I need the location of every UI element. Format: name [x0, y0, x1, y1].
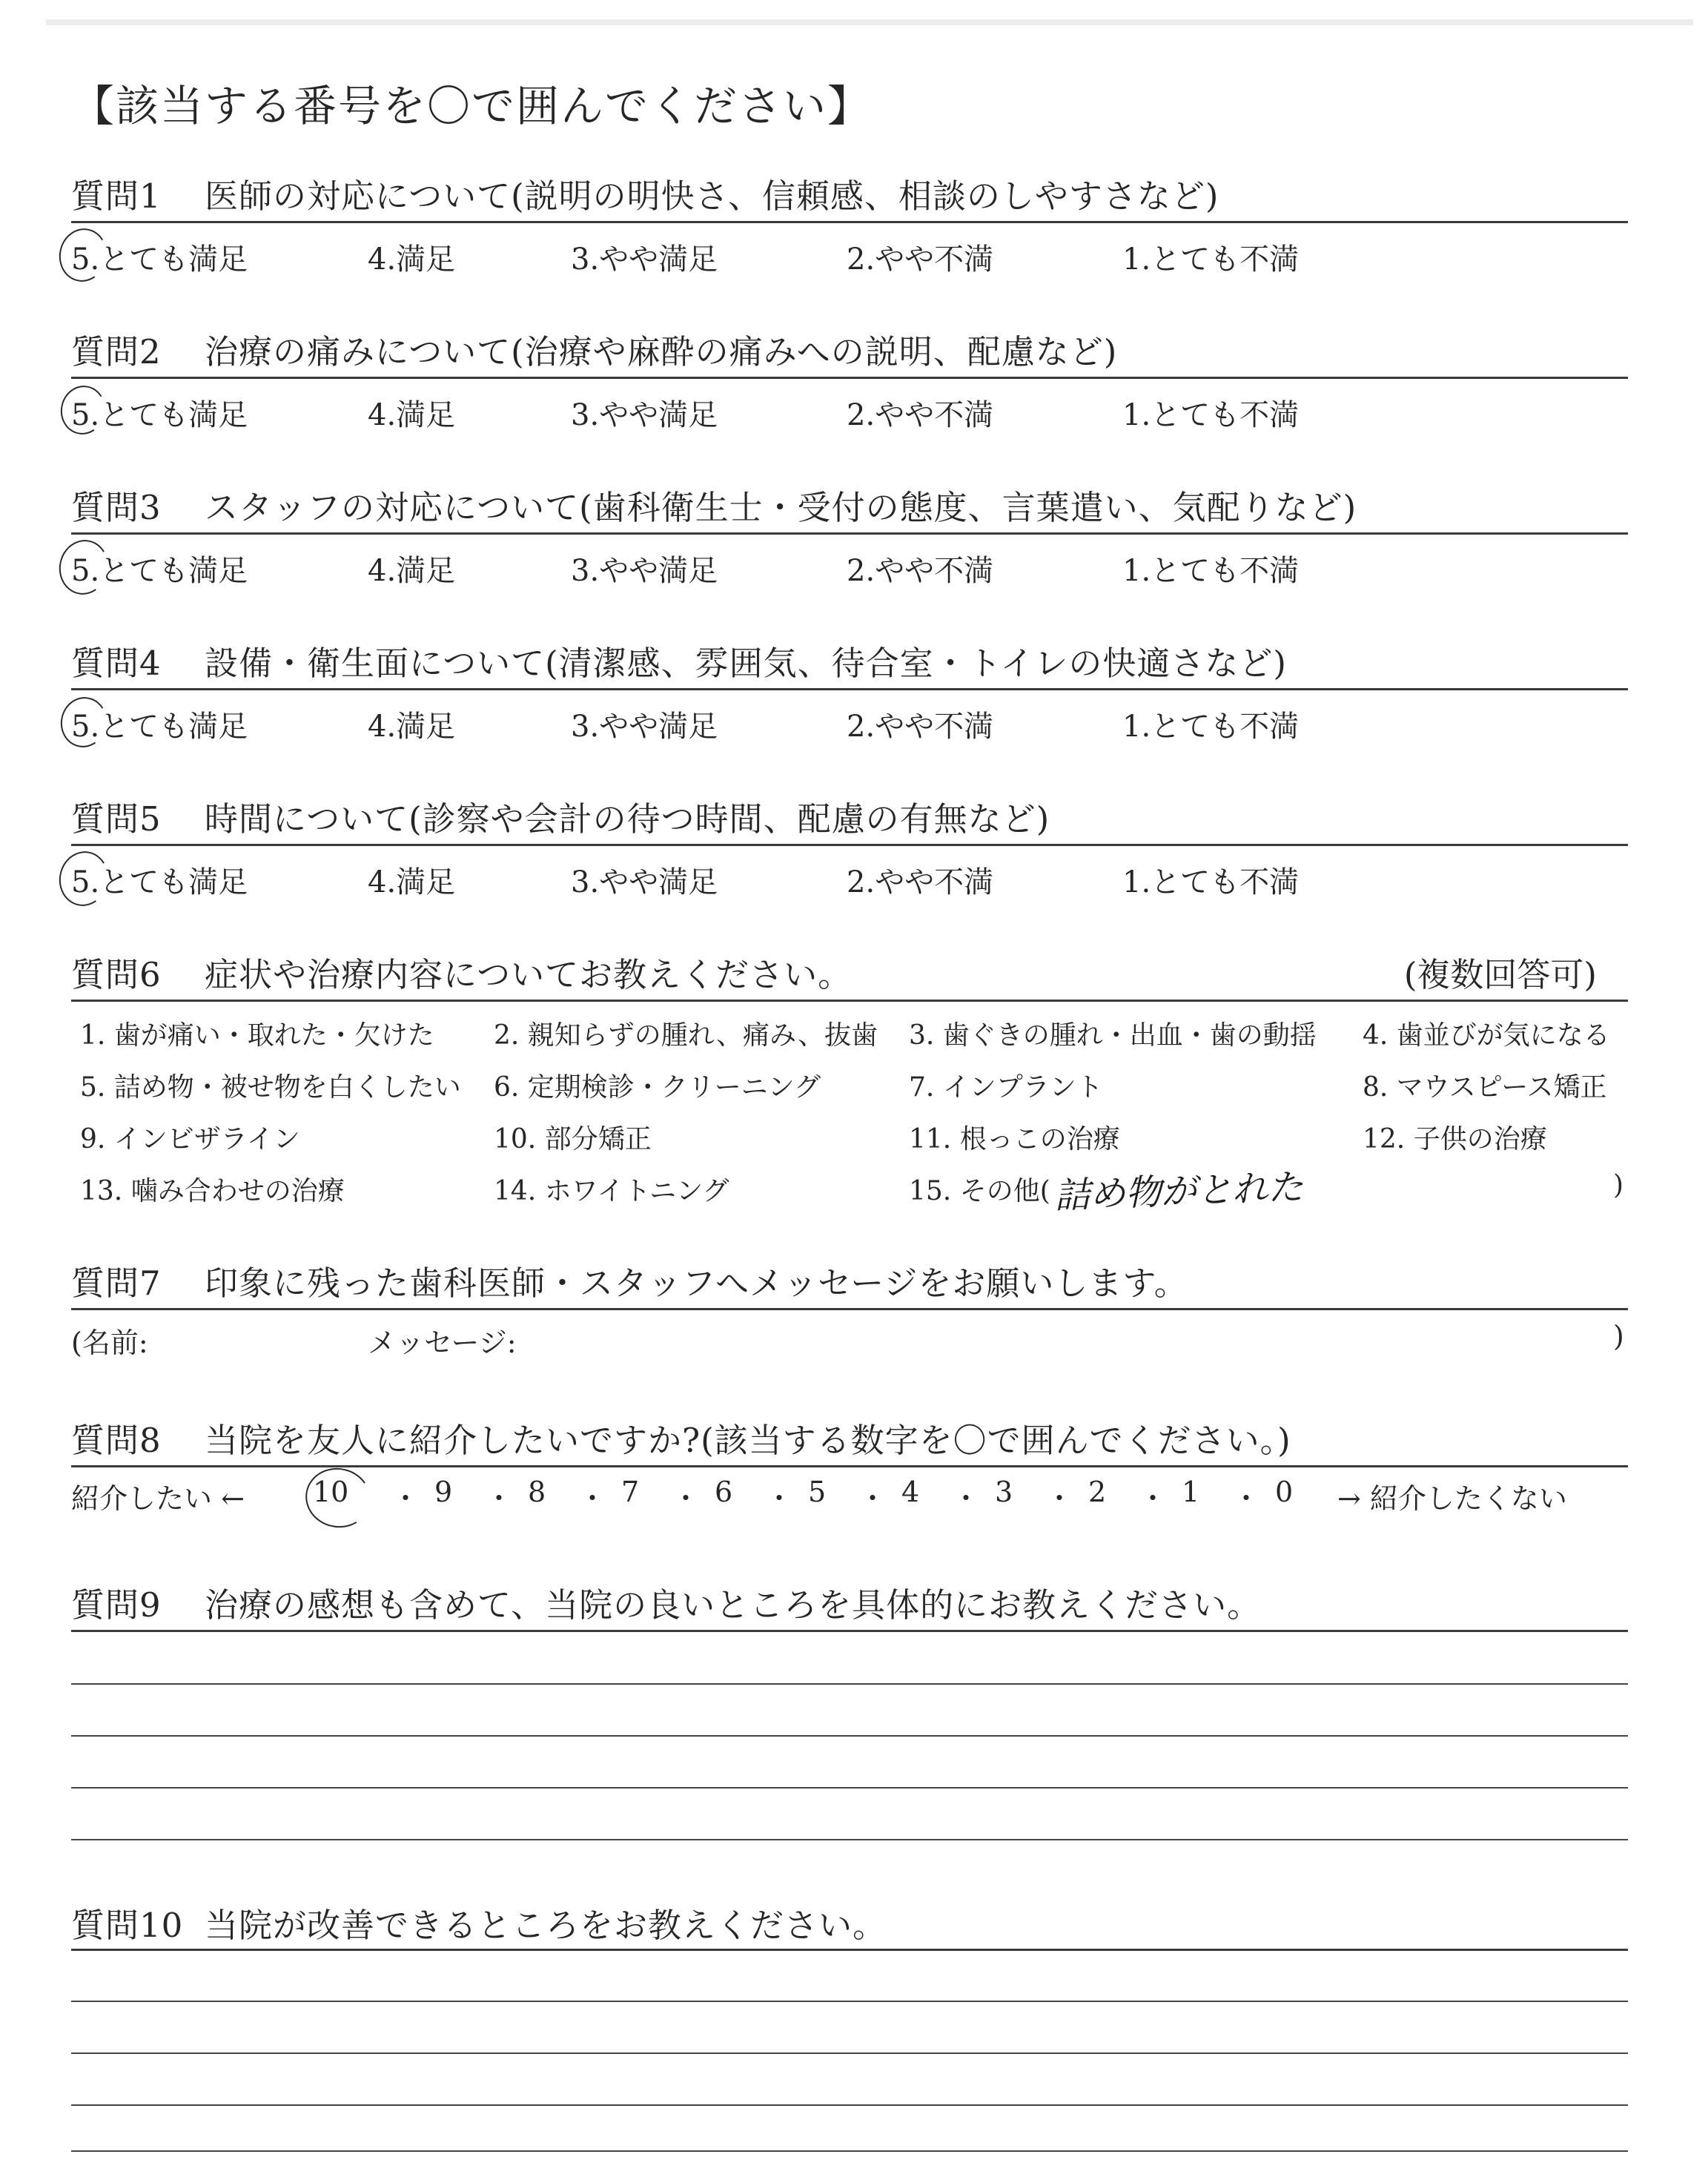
answer-line[interactable] [71, 1787, 1628, 1789]
symptom-option-7[interactable]: 7. インプラント [909, 1072, 1103, 1103]
rating-option-5[interactable]: 5.とても満足 [71, 710, 248, 744]
recommend-score-6[interactable]: 6 [715, 1476, 733, 1508]
symptom-row-4 [71, 1166, 1628, 1217]
recommend-score-8[interactable]: 8 [528, 1476, 546, 1508]
question-4 [71, 636, 1287, 684]
rating-option-4[interactable]: 4.満足 [368, 242, 456, 277]
question-number: 質問4 [71, 644, 162, 683]
symptom-row-1 [71, 1014, 1628, 1056]
symptom-option-8[interactable]: 8. マウスピース矯正 [1363, 1072, 1607, 1103]
question-9 [71, 1578, 1261, 1626]
question-rule [71, 1465, 1628, 1467]
recommend-score-7[interactable]: 7 [621, 1476, 640, 1508]
symptom-option-6[interactable]: 6. 定期検診・クリーニング [494, 1072, 821, 1103]
question-text: 治療の感想も含めて、当院の良いところを具体的にお教えください。 [205, 1585, 1262, 1625]
rating-option-5[interactable]: 5.とても満足 [71, 865, 248, 899]
question-number: 質問8 [71, 1421, 162, 1460]
question-number: 質問3 [71, 488, 162, 527]
message-row [71, 1320, 1628, 1361]
rating-row-q4 [71, 703, 1628, 744]
answer-line[interactable] [71, 2104, 1628, 2106]
rating-option-3[interactable]: 3.やや満足 [571, 398, 718, 432]
question-5 [71, 792, 1050, 840]
recommend-score-1[interactable]: 1 [1182, 1476, 1200, 1508]
recommend-score-3[interactable]: 3 [995, 1476, 1013, 1508]
symptom-row-2 [71, 1066, 1628, 1108]
question-1 [71, 169, 1219, 217]
question-text: 印象に残った歯科医師・スタッフへメッセージをお願いします。 [205, 1264, 1188, 1303]
rating-option-2[interactable]: 2.やや不満 [847, 242, 994, 277]
question-6 [71, 948, 852, 996]
recommend-left-label: 紹介したい ← [71, 1482, 245, 1515]
question-3 [71, 480, 1357, 529]
question-number: 質問2 [71, 332, 162, 371]
question-rule [71, 1000, 1628, 1002]
recommend-score-5[interactable]: 5 [808, 1476, 827, 1508]
rating-option-4[interactable]: 4.満足 [368, 865, 456, 899]
question-text: 時間について(診察や会計の待つ時間、配慮の有無など) [205, 799, 1050, 839]
rating-row-q3 [71, 547, 1628, 589]
symptom-option-13[interactable]: 13. 噛み合わせの治療 [80, 1176, 345, 1206]
rating-option-1[interactable]: 1.とても不満 [1122, 398, 1300, 432]
rating-option-4[interactable]: 4.満足 [368, 710, 456, 744]
question-number: 質問1 [71, 176, 162, 216]
answer-line[interactable] [71, 2150, 1628, 2152]
question-rule [71, 1949, 1628, 1951]
rating-option-5[interactable]: 5.とても満足 [71, 398, 248, 432]
rating-row-q2 [71, 392, 1628, 433]
symptom-option-2[interactable]: 2. 親知らずの腫れ、痛み、抜歯 [494, 1020, 878, 1051]
rating-option-1[interactable]: 1.とても不満 [1122, 865, 1300, 899]
recommend-score-0[interactable]: 0 [1275, 1476, 1294, 1508]
question-rule [71, 844, 1628, 846]
question-10 [71, 1898, 887, 1946]
symptom-option-10[interactable]: 10. 部分矯正 [494, 1124, 652, 1155]
symptom-row-3 [71, 1118, 1628, 1160]
answer-line[interactable] [71, 1735, 1628, 1737]
rating-option-2[interactable]: 2.やや不満 [847, 865, 994, 899]
question-7 [71, 1256, 1188, 1304]
question-rule [71, 1630, 1628, 1632]
symptom-option-3[interactable]: 3. 歯ぐきの腫れ・出血・歯の動揺 [909, 1020, 1317, 1051]
multiple-answers-note: (複数回答可) [1403, 955, 1597, 994]
question-text: 当院を友人に紹介したいですか?(該当する数字を〇で囲んでください。) [205, 1421, 1291, 1460]
question-rule [71, 377, 1628, 379]
rating-option-4[interactable]: 4.満足 [368, 398, 456, 432]
question-number: 質問7 [71, 1264, 162, 1303]
question-text: 医師の対応について(説明の明快さ、信頼感、相談のしやすさなど) [205, 176, 1219, 216]
rating-row-q1 [71, 236, 1628, 277]
question-2 [71, 325, 1117, 373]
question-text: スタッフの対応について(歯科衛生士・受付の態度、言葉遣い、気配りなど) [205, 488, 1357, 527]
answer-line[interactable] [71, 1839, 1628, 1840]
rating-option-2[interactable]: 2.やや不満 [847, 398, 994, 432]
message-close-paren: ) [1613, 1320, 1624, 1353]
recommend-score-9[interactable]: 9 [434, 1476, 453, 1508]
rating-option-1[interactable]: 1.とても不満 [1122, 554, 1300, 588]
symptom-option-1[interactable]: 1. 歯が痛い・取れた・欠けた [80, 1020, 434, 1051]
rating-option-1[interactable]: 1.とても不満 [1122, 710, 1300, 744]
recommend-score-2[interactable]: 2 [1088, 1476, 1107, 1508]
question-rule [71, 688, 1628, 690]
question-text: 設備・衛生面について(清潔感、雰囲気、待合室・トイレの快適さなど) [205, 644, 1287, 683]
message-field-label[interactable]: メッセージ: [368, 1327, 517, 1359]
page-title: 【該当する番号を〇で囲んでください】 [71, 81, 873, 131]
symptom-option-15-other[interactable]: 15. その他( [909, 1176, 1050, 1206]
symptom-option-9[interactable]: 9. インビザライン [80, 1124, 300, 1155]
scan-top-edge [46, 19, 1693, 25]
rating-option-2[interactable]: 2.やや不満 [847, 554, 994, 588]
other-close-paren: ) [1613, 1170, 1624, 1200]
recommend-score-10[interactable]: 10 [313, 1476, 349, 1508]
name-field-label[interactable]: (名前: [71, 1327, 148, 1359]
symptom-option-11[interactable]: 11. 根っこの治療 [909, 1124, 1120, 1155]
symptom-option-14[interactable]: 14. ホワイトニング [494, 1176, 729, 1206]
question-number: 質問6 [71, 955, 162, 994]
question-text: 治療の痛みについて(治療や麻酔の痛みへの説明、配慮など) [205, 332, 1118, 371]
recommend-right-label: → 紹介したくない [1337, 1482, 1567, 1515]
recommend-score-4[interactable]: 4 [901, 1476, 920, 1508]
recommend-scale-row: 紹介したい ← 10 ・ 9 ・ 8 ・ 7 ・ 6 ・ 5 ・ 4 ・ 3 ・ 2 ・ 1 ・ 0 → 紹介したくない [71, 1476, 1628, 1517]
question-number: 質問9 [71, 1585, 162, 1625]
symptom-option-5[interactable]: 5. 詰め物・被せ物を白くしたい [80, 1072, 461, 1103]
symptom-option-12[interactable]: 12. 子供の治療 [1363, 1124, 1547, 1155]
question-number: 質問5 [71, 799, 162, 839]
rating-option-2[interactable]: 2.やや不満 [847, 710, 994, 744]
rating-option-3[interactable]: 3.やや満足 [571, 710, 718, 744]
symptom-option-4[interactable]: 4. 歯並びが気になる [1363, 1020, 1610, 1051]
rating-option-3[interactable]: 3.やや満足 [571, 865, 718, 899]
question-text: 症状や治療内容についてお教えください。 [205, 955, 853, 994]
answer-line[interactable] [71, 1683, 1628, 1685]
rating-row-q5 [71, 859, 1628, 900]
question-text: 当院が改善できるところをお教えください。 [205, 1906, 887, 1945]
rating-option-4[interactable]: 4.満足 [368, 554, 456, 588]
question-rule [71, 532, 1628, 535]
rating-option-5[interactable]: 5.とても満足 [71, 242, 248, 277]
rating-option-5[interactable]: 5.とても満足 [71, 554, 248, 588]
question-rule [71, 221, 1628, 223]
other-handwritten-answer[interactable]: 詰め物がとれた [1053, 1166, 1305, 1217]
rating-option-3[interactable]: 3.やや満足 [571, 242, 718, 277]
answer-line[interactable] [71, 2052, 1628, 2054]
answer-line[interactable] [71, 2001, 1628, 2002]
rating-option-3[interactable]: 3.やや満足 [571, 554, 718, 588]
question-number: 質問10 [71, 1906, 184, 1945]
question-8 [71, 1413, 1291, 1462]
question-rule [71, 1308, 1628, 1310]
rating-option-1[interactable]: 1.とても不満 [1122, 242, 1300, 277]
